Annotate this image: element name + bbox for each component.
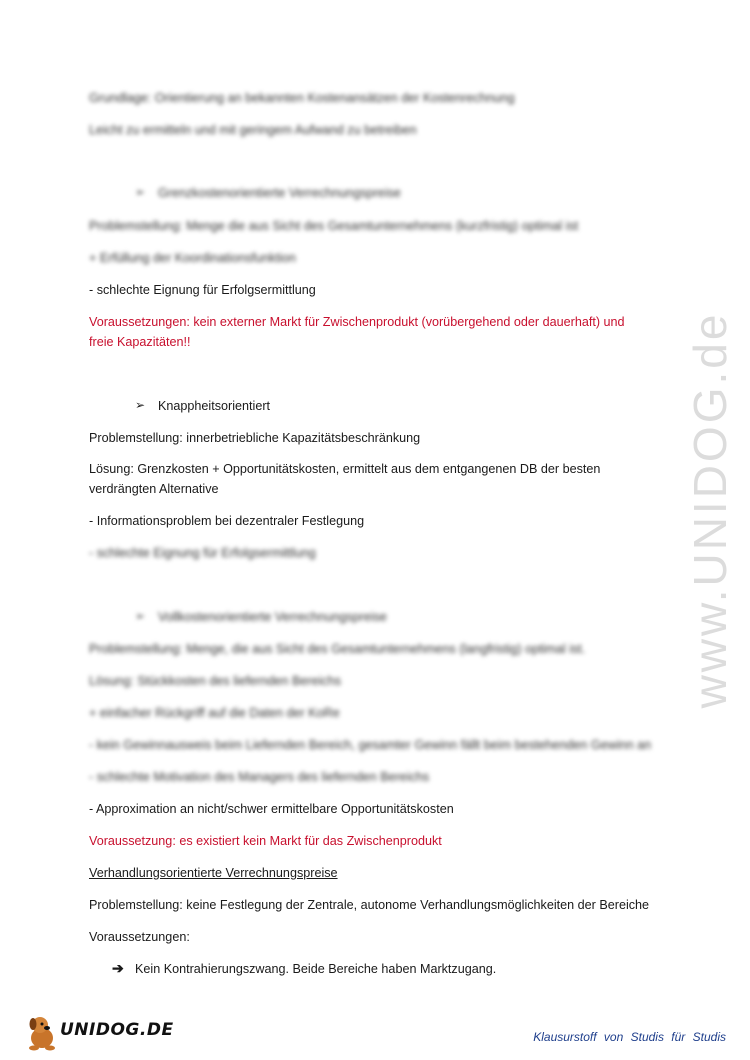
text-line: - schlechte Motivation des Managers des liefernden Bereichs xyxy=(89,770,430,784)
text-line: Lösung: Stückkosten des liefernden Bereichs xyxy=(89,674,342,688)
text-line: + Erfüllung der Koordinationsfunktion xyxy=(89,251,296,265)
text-line: Problemstellung: Menge die aus Sicht des Gesamtunternehmens (kurzfristig) optimal ist xyxy=(89,219,579,233)
text-line: - kein Gewinnausweis beim Liefernden Bereich, gesamter Gewinn fällt beim bestehenden Gewinn an xyxy=(89,738,652,752)
unidog-logo[interactable] xyxy=(22,1012,174,1052)
requirement-line: Voraussetzungen: kein externer Markt für Zwischenprodukt (vorübergehend oder dauerhaft) und xyxy=(89,315,625,329)
text-line: - Informationsproblem bei dezentraler Festlegung xyxy=(89,514,365,528)
right-arrow-icon: ➔ xyxy=(112,960,124,976)
section-heading: Knappheitsorientiert xyxy=(158,399,271,413)
dog-mascot-icon xyxy=(22,1012,62,1052)
text-line: verdrängten Alternative xyxy=(89,482,219,496)
requirement-line: freie Kapazitäten!! xyxy=(89,335,191,349)
text-line: - schlechte Eignung für Erfolgsermittlung xyxy=(89,546,316,560)
text-line: + einfacher Rückgriff auf die Daten der KoRe xyxy=(89,706,340,720)
section-heading-underlined: Verhandlungsorientierte Verrechnungspreise xyxy=(89,866,338,880)
text-line: Leicht zu ermitteln und mit geringem Aufwand zu betreiben xyxy=(89,123,417,137)
text-line: - Approximation an nicht/schwer ermittelbare Opportunitätskosten xyxy=(89,802,454,816)
section-heading: Vollkostenorientierte Verrechnungspreise xyxy=(158,610,387,624)
logo-text: UNIDOG.DE xyxy=(60,1020,174,1040)
bullet-arrow-icon: ➢ xyxy=(135,185,146,199)
text-line: Voraussetzungen: xyxy=(89,930,190,944)
text-line: Grundlage: Orientierung an bekannten Kostenansätzen der Kostenrechnung xyxy=(89,91,515,105)
text-line: Problemstellung: Menge, die aus Sicht des Gesamtunternehmens (langfristig) optimal ist. xyxy=(89,642,586,656)
section-heading: Grenzkostenorientierte Verrechnungspreise xyxy=(158,186,401,200)
text-line: Problemstellung: innerbetriebliche Kapazitätsbeschränkung xyxy=(89,431,421,445)
text-line: Problemstellung: keine Festlegung der Zentrale, autonome Verhandlungsmöglichkeiten der Bereiche xyxy=(89,898,650,912)
watermark: www.UNIDOG.de xyxy=(684,311,736,709)
bullet-arrow-icon: ➢ xyxy=(135,398,146,412)
list-item: Kein Kontrahierungszwang. Beide Bereiche haben Marktzugang. xyxy=(135,962,497,976)
footer-slogan: Klausurstoff von Studis für Studis xyxy=(533,1030,726,1044)
text-line: Lösung: Grenzkosten + Opportunitätskosten, ermittelt aus dem entgangenen DB der besten xyxy=(89,462,601,476)
bullet-arrow-icon: ➢ xyxy=(135,609,146,623)
text-line: - schlechte Eignung für Erfolgsermittlung xyxy=(89,283,316,297)
requirement-line: Voraussetzung: es existiert kein Markt für das Zwischenprodukt xyxy=(89,834,442,848)
